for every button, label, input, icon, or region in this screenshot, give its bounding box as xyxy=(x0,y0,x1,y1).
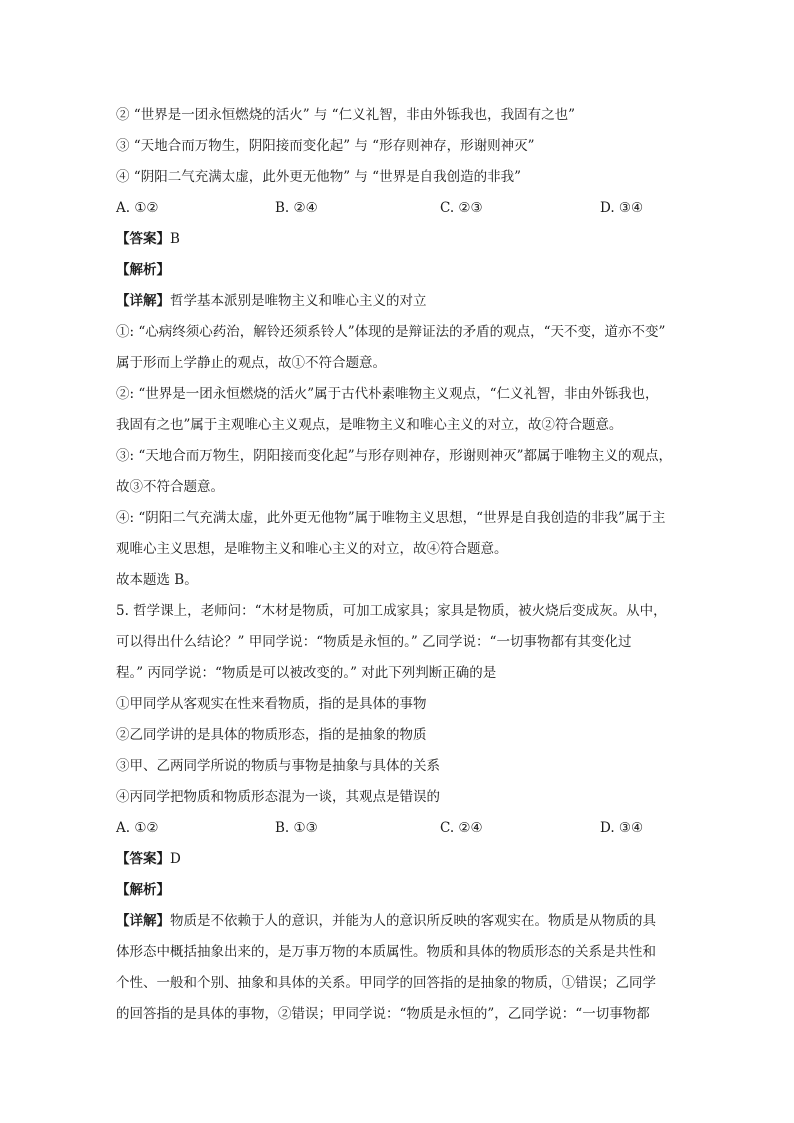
q5-option-b: B. ①③ xyxy=(275,820,318,836)
q5-detail-line: 的回答指的是具体的事物，②错误；甲同学说：“物质是永恒的”，乙同学说：“一切事物都 xyxy=(116,1006,650,1022)
q5-item-3: ③甲、乙两同学所说的物质与事物是抽象与具体的关系 xyxy=(116,758,440,774)
q5-detail-line: 个性、一般和个别、抽象和具体的关系。甲同学的回答指的是抽象的物质，①错误；乙同学 xyxy=(116,975,656,991)
q5-analysis xyxy=(116,875,686,906)
q4-detail-line: ③: “天地合而万物生，阴阳接而变化起”与形存则神存，形谢则神灭”都属于唯物主义的观点， xyxy=(116,448,673,464)
q4-item-2: ② “世界是一团永恒燃烧的活火” 与 “仁义礼智，非由外铄我也，我固有之也” xyxy=(116,107,575,123)
q5-detail-tag: 【详解】 xyxy=(116,913,170,929)
q4-detail-line: 故③不符合题意。 xyxy=(116,479,224,495)
q5-options xyxy=(116,813,686,844)
q5-answer-value: D xyxy=(170,851,181,867)
q4-detail-line: ④: “阴阳二气充满太虚，此外更无他物”属于唯物主义思想，“世界是自我创造的非我”属于主 xyxy=(116,510,666,526)
q5-stem-line: 程。” 丙同学说：“物质是可以被改变的。” 对此下列判断正确的是 xyxy=(116,665,497,681)
q4-answer xyxy=(116,224,686,255)
q5-item-1: ①甲同学从客观实在性来看物质，指的是具体的事物 xyxy=(116,696,427,712)
q5-stem-line: 可以得出什么结论？” 甲同学说：“物质是永恒的。” 乙同学说：“一切事物都有其变化过 xyxy=(116,634,632,650)
q4-detail-line xyxy=(116,286,686,317)
q5-option-c: C. ②④ xyxy=(440,820,483,836)
q4-detail-line: 观唯心主义思想，是唯物主义和唯心主义的对立，故④符合题意。 xyxy=(116,541,508,557)
q5-item-4: ④丙同学把物质和物质形态混为一谈，其观点是错误的 xyxy=(116,789,440,805)
q5-detail-line xyxy=(116,906,686,937)
q5-analysis-tag: 【解析】 xyxy=(116,882,170,898)
q4-answer-value: B xyxy=(170,231,180,247)
q5-answer-tag: 【答案】 xyxy=(116,851,170,867)
q5-detail-text: 物质是不依赖于人的意识，并能为人的意识所反映的客观实在。物质是从物质的具 xyxy=(170,913,656,929)
q5-option-a: A. ①② xyxy=(116,820,159,836)
q4-answer-tag: 【答案】 xyxy=(116,231,170,247)
q4-detail-tag: 【详解】 xyxy=(116,293,170,309)
q4-item-3: ③ “天地合而万物生，阴阳接而变化起” 与 “形存则神存，形谢则神灭” xyxy=(116,138,535,154)
q5-answer xyxy=(116,844,686,875)
q4-detail-line: ②: “世界是一团永恒燃烧的活火”属于古代朴素唯物主义观点，“仁义礼智，非由外铄我也， xyxy=(116,386,659,402)
q4-analysis-tag: 【解析】 xyxy=(116,262,170,278)
q4-detail-text: 哲学基本派别是唯物主义和唯心主义的对立 xyxy=(170,293,427,309)
q5-item-2: ②乙同学讲的是具体的物质形态，指的是抽象的物质 xyxy=(116,727,427,743)
q4-option-d: D. ③④ xyxy=(600,200,644,216)
q4-analysis xyxy=(116,255,686,286)
q4-detail-line: 我固有之也”属于主观唯心主义观点，是唯物主义和唯心主义的对立，故②符合题意。 xyxy=(116,417,623,433)
q4-option-c: C. ②③ xyxy=(440,200,483,216)
q5-detail-line: 体形态中概括抽象出来的，是万事万物的本质属性。物质和具体的物质形态的关系是共性和 xyxy=(116,944,656,960)
q4-options xyxy=(116,193,686,224)
q4-option-b: B. ②④ xyxy=(275,200,318,216)
document-page xyxy=(116,100,686,1030)
q4-item-4: ④ “阴阳二气充满太虚，此外更无他物” 与 “世界是自我创造的非我” xyxy=(116,169,521,185)
q4-conclusion: 故本题选 B。 xyxy=(116,572,198,588)
q4-detail-line: 属于形而上学静止的观点，故①不符合题意。 xyxy=(116,355,386,371)
q4-detail-line: ①: “心病终须心药治，解铃还须系铃人”体现的是辩证法的矛盾的观点，“天不变，道亦不变” xyxy=(116,324,666,340)
q4-option-a: A. ①② xyxy=(116,200,159,216)
q5-option-d: D. ③④ xyxy=(600,820,644,836)
q5-stem-line: 5. 哲学课上，老师问：“木材是物质，可加工成家具；家具是物质，被火烧后变成灰。从中， xyxy=(116,603,667,619)
